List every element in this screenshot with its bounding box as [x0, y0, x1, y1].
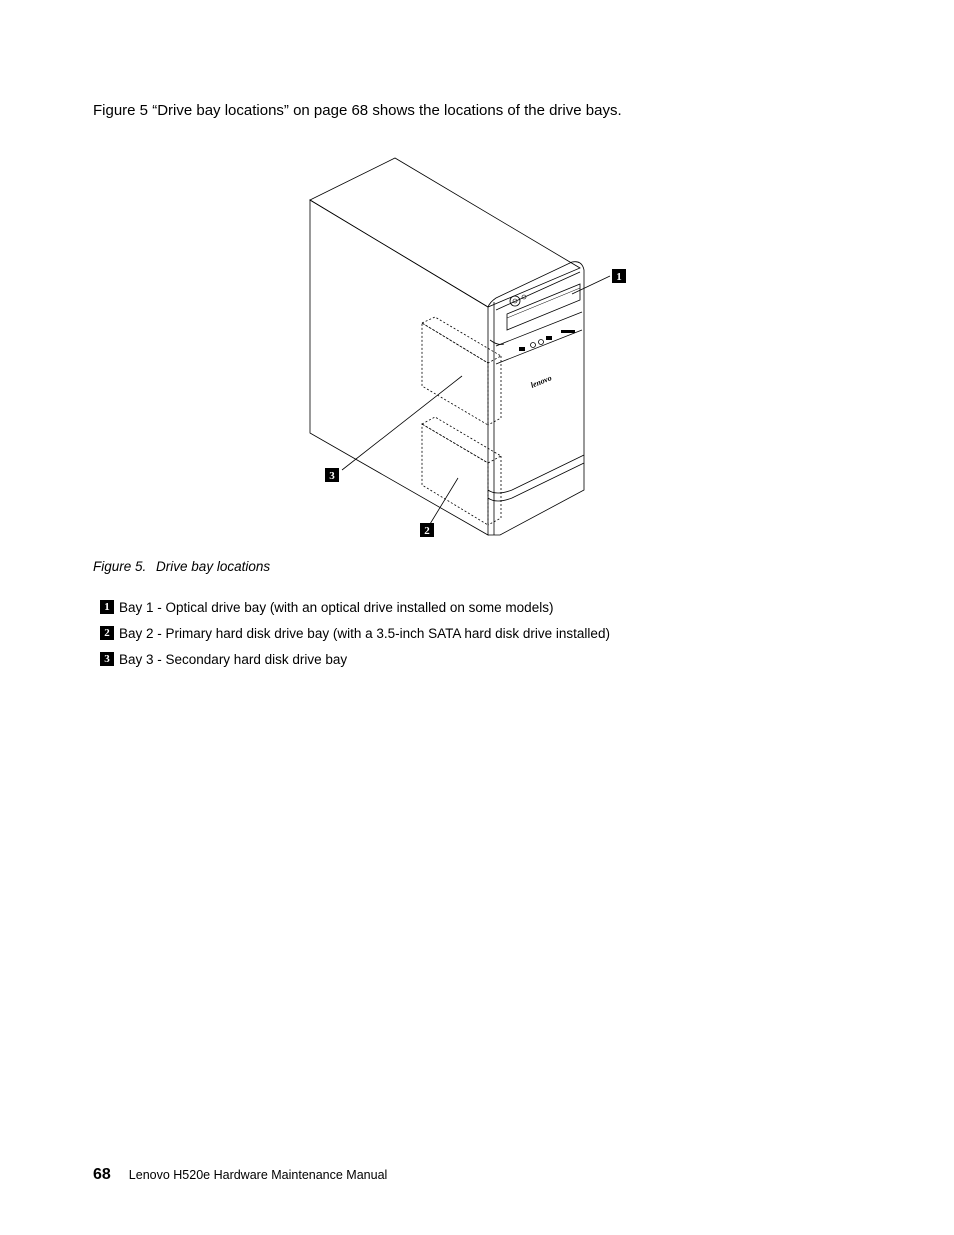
drive-bay-figure — [300, 150, 640, 545]
front-usb-ports — [519, 330, 575, 351]
legend-text: Bay 1 - Optical drive bay (with an optical drive installed on some models) — [119, 599, 554, 615]
svg-text:2: 2 — [424, 525, 430, 537]
callout-badge-1 — [612, 269, 626, 283]
callout-badge: 2 — [100, 626, 114, 640]
svg-text:1: 1 — [616, 271, 622, 283]
legend-item-bay2 — [100, 620, 610, 646]
callout-2-leader — [430, 478, 458, 524]
figure-caption — [93, 559, 270, 574]
tower-side-panel — [310, 200, 488, 535]
callout-3-leader — [342, 376, 462, 470]
computer-tower-illustration — [300, 150, 640, 545]
intro-paragraph: Figure 5 “Drive bay locations” on page 68 shows the locations of the drive bays. — [93, 102, 622, 119]
callout-badge-2 — [420, 523, 434, 537]
page-footer — [93, 1166, 387, 1184]
manual-title: Lenovo H520e Hardware Maintenance Manual — [128, 1168, 388, 1182]
legend-text: Bay 2 - Primary hard disk drive bay (with a 3.5-inch SATA hard disk drive installed) — [119, 625, 610, 641]
svg-text:3: 3 — [329, 470, 335, 482]
callout-badge: 3 — [100, 652, 114, 666]
legend-item-bay1 — [100, 594, 610, 620]
callout-legend — [100, 594, 610, 672]
tower-top-panel — [310, 158, 580, 307]
tower-front-panel — [488, 262, 584, 535]
bay1-optical-slot — [507, 284, 580, 330]
callout-badge-3 — [325, 468, 339, 482]
callout-badge: 1 — [100, 600, 114, 614]
page-number: 68 — [93, 1166, 111, 1183]
legend-item-bay3 — [100, 646, 610, 672]
bay3-outline — [422, 317, 501, 425]
figure-title: Drive bay locations — [156, 559, 271, 574]
figure-number: Figure 5. — [93, 559, 147, 574]
bay2-outline — [422, 417, 501, 525]
lenovo-logo: lenovo — [529, 373, 553, 390]
legend-text: Bay 3 - Secondary hard disk drive bay — [119, 651, 348, 667]
